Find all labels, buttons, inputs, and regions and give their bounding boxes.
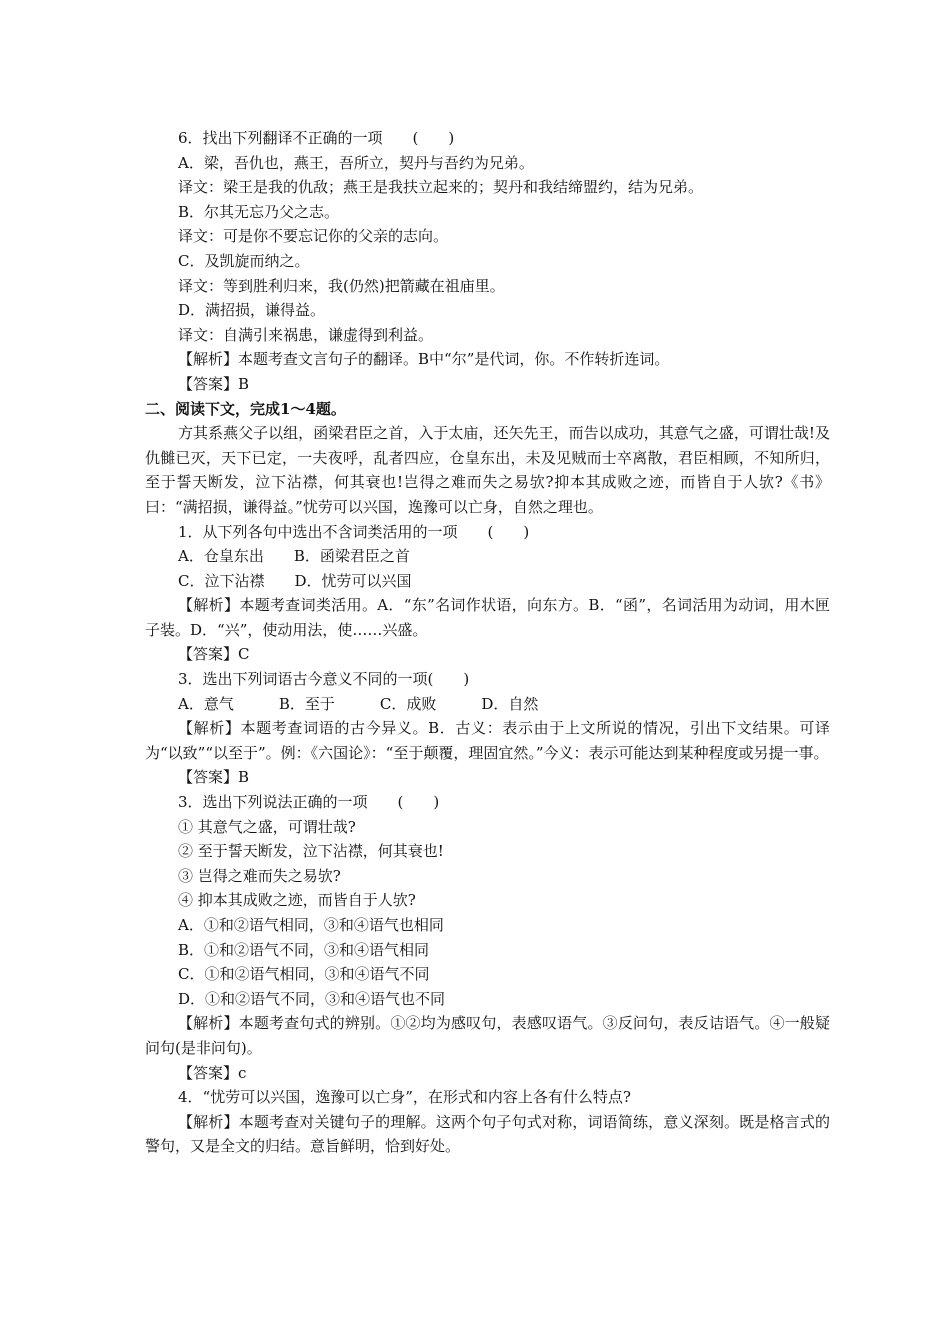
option-d: D．①和②语气不同，③和④语气也不同: [178, 989, 446, 1008]
analysis: 【解析】本题考查词类活用。A．“东”名词作状语，向东方。B．“函”，名词活用为动词，用木匣子装。D．“兴”，使动用法，使……兴盛。: [145, 596, 830, 639]
sentence-1: ① 其意气之盛，可谓壮哉?: [178, 817, 356, 836]
sentence-3: ③ 岂得之难而失之易欤?: [178, 866, 341, 885]
option-c: C．及凯旋而纳之。: [178, 251, 310, 270]
question-3-tone: [145, 790, 830, 1085]
question-4: [145, 1085, 830, 1159]
question-1: [145, 520, 830, 668]
question-stem: 1．从下列各句中选出不含词类活用的一项 ( ): [178, 522, 530, 541]
sentence-2: ② 至于誓天断发，泣下沾襟，何其衰也!: [178, 842, 444, 861]
reading-passage: 方其系燕父子以组，函梁君臣之首，入于太庙，还矢先王，而告以成功，其意气之盛，可谓壮哉!及仇雠已灭，天下已定，一夫夜呼，乱者四应，仓皇东出，未及见贼而士卒离散，君臣相顾，不知所归，至于誓天断发，泣下沾襟，何其衰也!岂得之难而失之易欤?抑本其成败之迹，而皆自于人欤?《书》曰：“满招损，谦得益。”忧劳可以兴国，逸豫可以亡身，自然之理也。: [145, 424, 830, 516]
question-stem: 6．找出下列翻译不正确的一项 ( ): [178, 129, 455, 147]
analysis: 【解析】本题考查对关键句子的理解。这两个句子句式对称，词语简练，意义深刻。既是格言式的警句，又是全文的归结。意旨鲜明，恰到好处。: [145, 1112, 830, 1156]
options-row-2: C．泣下沾襟 D．忧劳可以兴国: [178, 571, 412, 590]
question-stem: 3．选出下列说法正确的一项 ( ): [178, 793, 440, 812]
answer: 【答案】B: [178, 374, 250, 393]
options-row-1: A．仓皇东出 B．函梁君臣之首: [178, 547, 410, 566]
option-d: D．满招损，谦得益。: [178, 301, 326, 320]
section-heading: 二、阅读下文，完成1～4题。: [145, 399, 346, 418]
options-row: A．意气 B．至于 C．成败 D．自然: [178, 694, 539, 713]
translation-c: 译文：等到胜利归来，我(仍然)把箭藏在祖庙里。: [178, 276, 505, 295]
sentence-4: ④ 抑本其成败之迹，而皆自于人欤?: [178, 891, 416, 910]
question-stem: 3．选出下列词语古今意义不同的一项( ): [178, 670, 470, 689]
option-c: C．①和②语气相同，③和④语气不同: [178, 965, 430, 984]
analysis: 【解析】本题考查文言句子的翻译。B中“尔”是代词，你。不作转折连词。: [178, 350, 670, 369]
option-a: A．①和②语气相同，③和④语气也相同: [178, 916, 444, 934]
option-b: B．尔其无忘乃父之志。: [178, 202, 340, 221]
answer: 【答案】c: [178, 1063, 247, 1082]
translation-d: 译文：自满引来祸患，谦虚得到利益。: [178, 325, 434, 344]
option-b: B．①和②语气不同，③和④语气相同: [178, 940, 430, 959]
analysis: 【解析】本题考查词语的古今异义。B．古义：表示由于上文所说的情况，引出下文结果。可译为“以致”“以至于”。例：《六国论》：“至于颠覆，理固宜然。”今义：表示可能达到某种程度或另提一事。: [145, 719, 830, 762]
translation-a: 译文：梁王是我的仇敌；燕王是我扶立起来的；契丹和我结缔盟约，结为兄弟。: [178, 178, 704, 197]
translation-b: 译文：可是你不要忘记你的父亲的志向。: [178, 227, 449, 246]
analysis: 【解析】本题考查句式的辨别。①②均为感叹句，表感叹语气。③反问句，表反诘语气。④一般疑问句(是非问句)。: [145, 1014, 830, 1057]
question-6: [145, 126, 830, 397]
option-a: A．梁，吾仇也，燕王，吾所立，契丹与吾约为兄弟。: [178, 153, 534, 172]
answer: 【答案】B: [178, 768, 250, 787]
answer: 【答案】C: [178, 645, 250, 664]
question-3-terms: [145, 667, 830, 790]
question-stem: 4．“忧劳可以兴国，逸豫可以亡身”，在形式和内容上各有什么特点?: [178, 1088, 631, 1107]
